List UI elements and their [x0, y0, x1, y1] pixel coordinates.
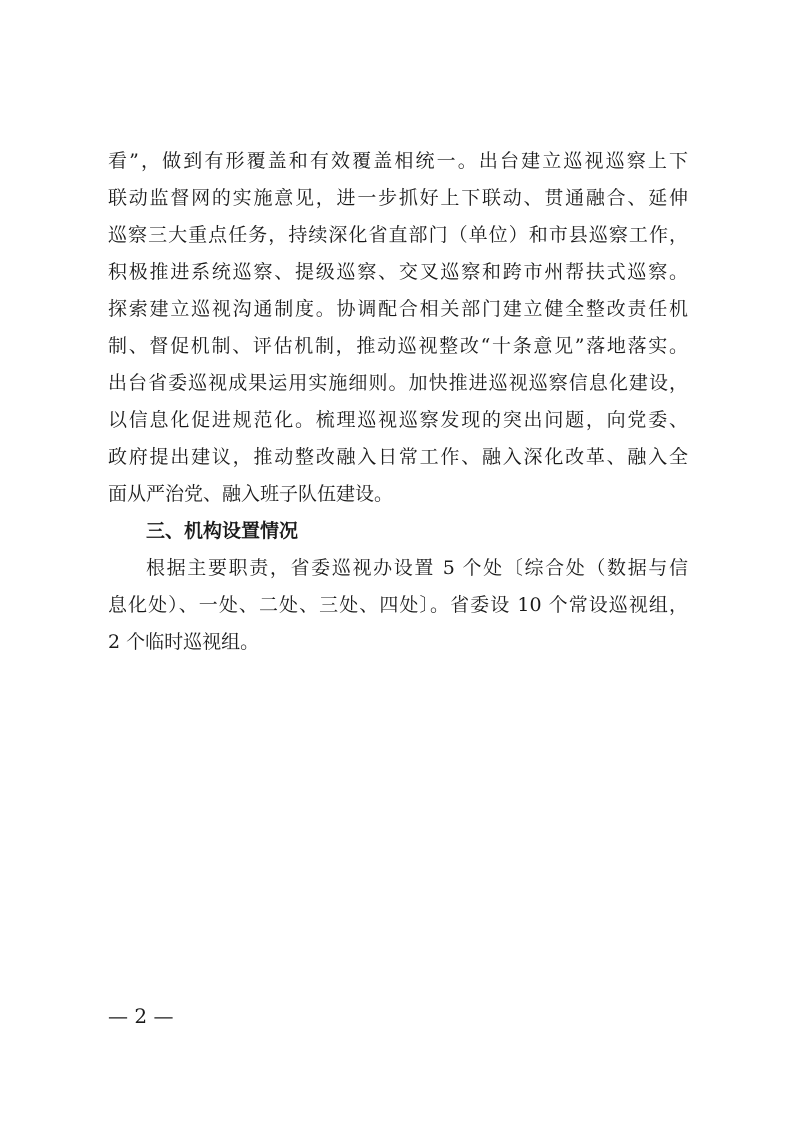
paragraph-line: 以信息化促进规范化。梳理巡视巡察发现的突出问题，向党委、	[108, 409, 688, 431]
paragraph-line: 制、督促机制、评估机制，推动巡视整改“十条意见”落地落实。	[108, 335, 688, 357]
paragraph-line: 政府提出建议，推动整改融入日常工作、融入深化改革、融入全	[108, 446, 688, 468]
paragraph-2	[108, 550, 688, 661]
page-number: — 2 —	[108, 1004, 174, 1028]
paragraph-line: 联动监督网的实施意见，进一步抓好上下联动、贯通融合、延伸	[108, 187, 688, 209]
paragraph-line: 巡察三大重点任务，持续深化省直部门（单位）和市县巡察工作，	[108, 224, 688, 246]
paragraph-1	[108, 143, 688, 513]
paragraph-line: 积极推进系统巡察、提级巡察、交叉巡察和跨市州帮扶式巡察。	[108, 261, 688, 283]
paragraph-line: 息化处）、一处、二处、三处、四处〕。省委设 10 个常设巡视组，	[108, 594, 688, 616]
paragraph-line: 出台省委巡视成果运用实施细则。加快推进巡视巡察信息化建设，	[108, 372, 688, 394]
section-heading: 三、机构设置情况	[146, 520, 299, 542]
document-body	[108, 143, 688, 661]
paragraph-line: 面从严治党、融入班子队伍建设。	[108, 483, 394, 505]
paragraph-line: 2 个临时巡视组。	[108, 631, 260, 653]
paragraph-line: 根据主要职责，省委巡视办设置 5 个处〔综合处（数据与信	[146, 557, 688, 579]
paragraph-line: 看”，做到有形覆盖和有效覆盖相统一。出台建立巡视巡察上下	[108, 150, 688, 172]
paragraph-line: 探索建立巡视沟通制度。协调配合相关部门建立健全整改责任机	[108, 298, 688, 320]
